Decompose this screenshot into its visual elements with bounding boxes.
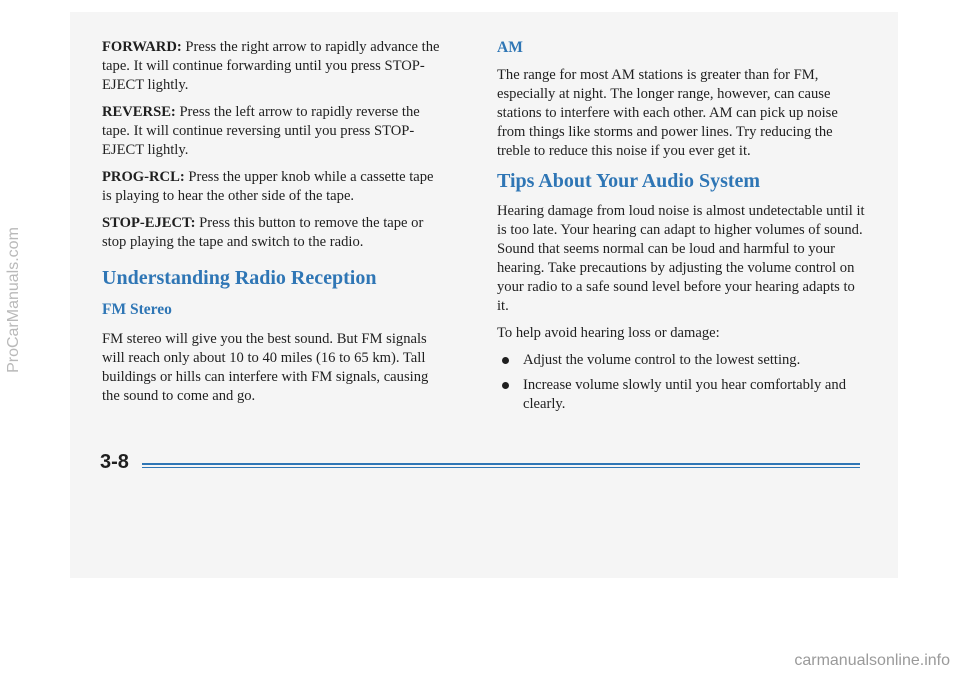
prog-rcl-paragraph (102, 168, 440, 206)
forward-text: Press the right arrow to rapidly advance the tape. It will continue forwarding until you press STOP-EJECT lightly. (102, 39, 440, 93)
watermark-text: ProCarManuals.com (5, 227, 22, 373)
watermark (0, 150, 28, 450)
left-column (102, 38, 440, 414)
footer-rule (142, 463, 860, 468)
precaution-list (497, 351, 867, 414)
list-item-text: Increase volume slowly until you hear comfortably and clearly. (523, 377, 846, 412)
list-item (497, 351, 867, 370)
am-text: The range for most AM stations is greater than for FM, especially at night. The longer range, however, can cause stations to interfere with each other. AM can pick up noise from things like storms and power lines. Try reducing the treble to reduce this noise if you ever get it. (497, 67, 838, 159)
bullet-icon (502, 357, 509, 364)
site-footer[interactable]: carmanualsonline.info (794, 652, 950, 669)
fm-stereo-text: FM stereo will give you the best sound. But FM signals will reach only about 10 to 40 miles (16 to 65 km). Tall buildings or hills can interfere with FM signals, causing the sound to come and go. (102, 331, 429, 404)
manual-page (70, 12, 898, 578)
prog-rcl-text: Press the upper knob while a cassette tape is playing to hear the other side of the tape. (102, 169, 434, 204)
page-number: 3-8 (100, 451, 129, 473)
stop-eject-term: STOP-EJECT: (102, 215, 196, 231)
tips-text: Hearing damage from loud noise is almost undetectable until it is too late. Your hearing can adapt to higher volumes of sound. Sound that seems normal can be loud and harmful to your hearing. Take precautions by adjusting the volume control on your radio to a safe sound level before your hearing adapts to it. (497, 203, 865, 314)
radio-reception-heading: Understanding Radio Reception (102, 267, 377, 289)
forward-paragraph (102, 38, 440, 95)
reverse-paragraph (102, 103, 440, 160)
forward-term: FORWARD: (102, 39, 182, 55)
tips-heading: Tips About Your Audio System (497, 170, 761, 192)
am-heading: AM (497, 39, 523, 56)
prog-rcl-term: PROG-RCL: (102, 169, 185, 185)
stop-eject-text: Press this button to remove the tape or stop playing the tape and switch to the radio. (102, 215, 424, 250)
fm-stereo-heading: FM Stereo (102, 301, 172, 318)
list-item-text: Adjust the volume control to the lowest setting. (523, 352, 801, 368)
help-text: To help avoid hearing loss or damage: (497, 325, 720, 341)
bullet-icon (502, 382, 509, 389)
right-column (497, 38, 867, 420)
reverse-term: REVERSE: (102, 104, 176, 120)
stop-eject-paragraph (102, 214, 440, 252)
reverse-text: Press the left arrow to rapidly reverse the tape. It will continue reversing until you press STOP-EJECT lightly. (102, 104, 420, 158)
list-item (497, 376, 867, 414)
